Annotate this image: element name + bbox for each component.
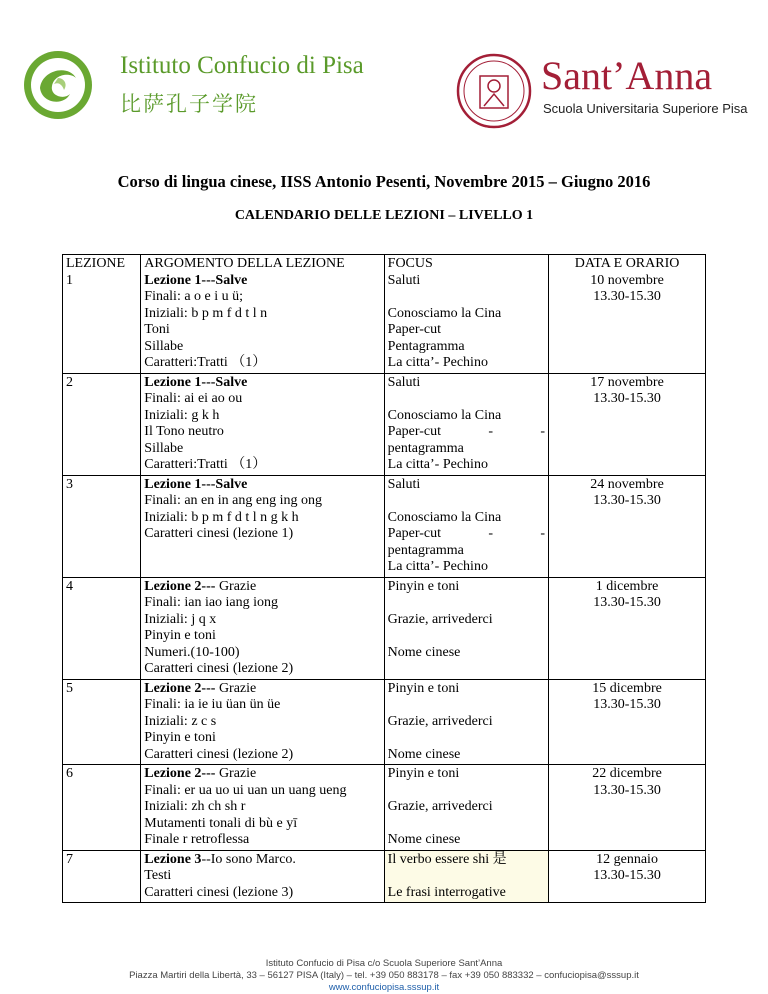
- footer-line-1: Istituto Confucio di Pisa c/o Scuola Superiore Sant’Anna: [265, 958, 503, 969]
- row-argomento: Lezione 2--- Grazie Finali: ia ie iu üan ün üe Iniziali: z c s Pinyin e toni Caratteri cinesi (lezione 2): [141, 679, 384, 765]
- table-row: [63, 475, 706, 577]
- row-number: 5: [63, 679, 141, 765]
- page-footer: [0, 958, 768, 994]
- row-date: 22 dicembre 13.30-15.30: [549, 765, 706, 851]
- row-focus: Pinyin e toni Grazie, arrivederci Nome cinese: [384, 679, 548, 765]
- row-date: 12 gennaio 13.30-15.30: [549, 850, 706, 903]
- table-row: [63, 577, 706, 679]
- footer-website-link[interactable]: www.confuciopisa.sssup.it: [328, 982, 440, 993]
- table-row: [63, 679, 706, 765]
- row-number: 7: [63, 850, 141, 903]
- row-date: 24 novembre 13.30-15.30: [549, 475, 706, 577]
- confucio-logo: [20, 48, 380, 123]
- row-number: 2: [63, 373, 141, 475]
- header-data: DATA E ORARIO 10 novembre 13.30-15.30: [549, 255, 706, 374]
- table-row: [63, 765, 706, 851]
- row-focus: Il verbo essere shi 是 Le frasi interrogative: [384, 850, 548, 903]
- table-row: [63, 850, 706, 903]
- table-row: [63, 373, 706, 475]
- santanna-logo: [455, 52, 748, 132]
- footer-line-2: Piazza Martiri della Libertà, 33 – 56127 PISA (Italy) – tel. +39 050 883178 – fax +39 050 883332 – confuciopisa@sssup.it: [129, 970, 639, 981]
- row-focus: Pinyin e toni Grazie, arrivederci Nome cinese: [384, 577, 548, 679]
- row-date: 15 dicembre 13.30-15.30: [549, 679, 706, 765]
- row-focus: Saluti Conosciamo la Cina Paper-cut - - pentagramma La citta’- Pechino: [384, 373, 548, 475]
- row-argomento: Lezione 2--- Grazie Finali: er ua uo ui uan un uang ueng Iniziali: zh ch sh r Mutamenti tonali di bù e yī Finale r retroflessa: [141, 765, 384, 851]
- header-argomento: ARGOMENTO DELLA LEZIONE Lezione 1---Salve Finali: a o e i u ü; Iniziali: b p m f d t l n Toni Sillabe Caratteri:Tratti （1）: [141, 255, 384, 374]
- row-focus: Saluti Conosciamo la Cina Paper-cut - - pentagramma La citta’- Pechino: [384, 475, 548, 577]
- header-focus: FOCUS Saluti Conosciamo la Cina Paper-cut Pentagramma La citta’- Pechino: [384, 255, 548, 374]
- row-number: 3: [63, 475, 141, 577]
- confucio-name: Istituto Confucio di Pisa: [120, 52, 364, 79]
- row-argomento: Lezione 1---Salve Finali: an en in ang eng ing ong Iniziali: b p m f d t l n g k h Caratteri cinesi (lezione 1): [141, 475, 384, 577]
- row-argomento: Lezione 3--Io sono Marco. Testi Caratteri cinesi (lezione 3): [141, 850, 384, 903]
- row-1-title: Lezione 1---Salve: [144, 272, 248, 288]
- document-subtitle: CALENDARIO DELLE LEZIONI – LIVELLO 1: [234, 208, 534, 223]
- row-number: 6: [63, 765, 141, 851]
- santanna-seal-icon: [455, 52, 533, 130]
- row-focus: Pinyin e toni Grazie, arrivederci Nome cinese: [384, 765, 548, 851]
- row-number: 4: [63, 577, 141, 679]
- row-argomento: Lezione 2--- Grazie Finali: ian iao iang iong Iniziali: j q x Pinyin e toni Numeri.(10-100) Caratteri cinesi (lezione 2): [141, 577, 384, 679]
- santanna-subtitle: Scuola Universitaria Superiore Pisa: [543, 101, 748, 116]
- calendar-table: [62, 254, 706, 903]
- row-argomento: Lezione 1---Salve Finali: ai ei ao ou Iniziali: g k h Il Tono neutro Sillabe Caratteri:Tratti （1）: [141, 373, 384, 475]
- table-header-row: [63, 255, 706, 374]
- confucio-name-chinese: 比萨孔子学院: [120, 92, 258, 116]
- document-title: Corso di lingua cinese, IISS Antonio Pesenti, Novembre 2015 – Giugno 2016: [117, 172, 651, 191]
- row-date: 17 novembre 13.30-15.30: [549, 373, 706, 475]
- row-1-number: 1: [66, 272, 73, 288]
- header-lezione: LEZIONE 1: [63, 255, 141, 374]
- confucio-emblem-icon: [20, 48, 98, 123]
- row-date: 1 dicembre 13.30-15.30: [549, 577, 706, 679]
- santanna-name: Sant’Anna: [541, 53, 713, 98]
